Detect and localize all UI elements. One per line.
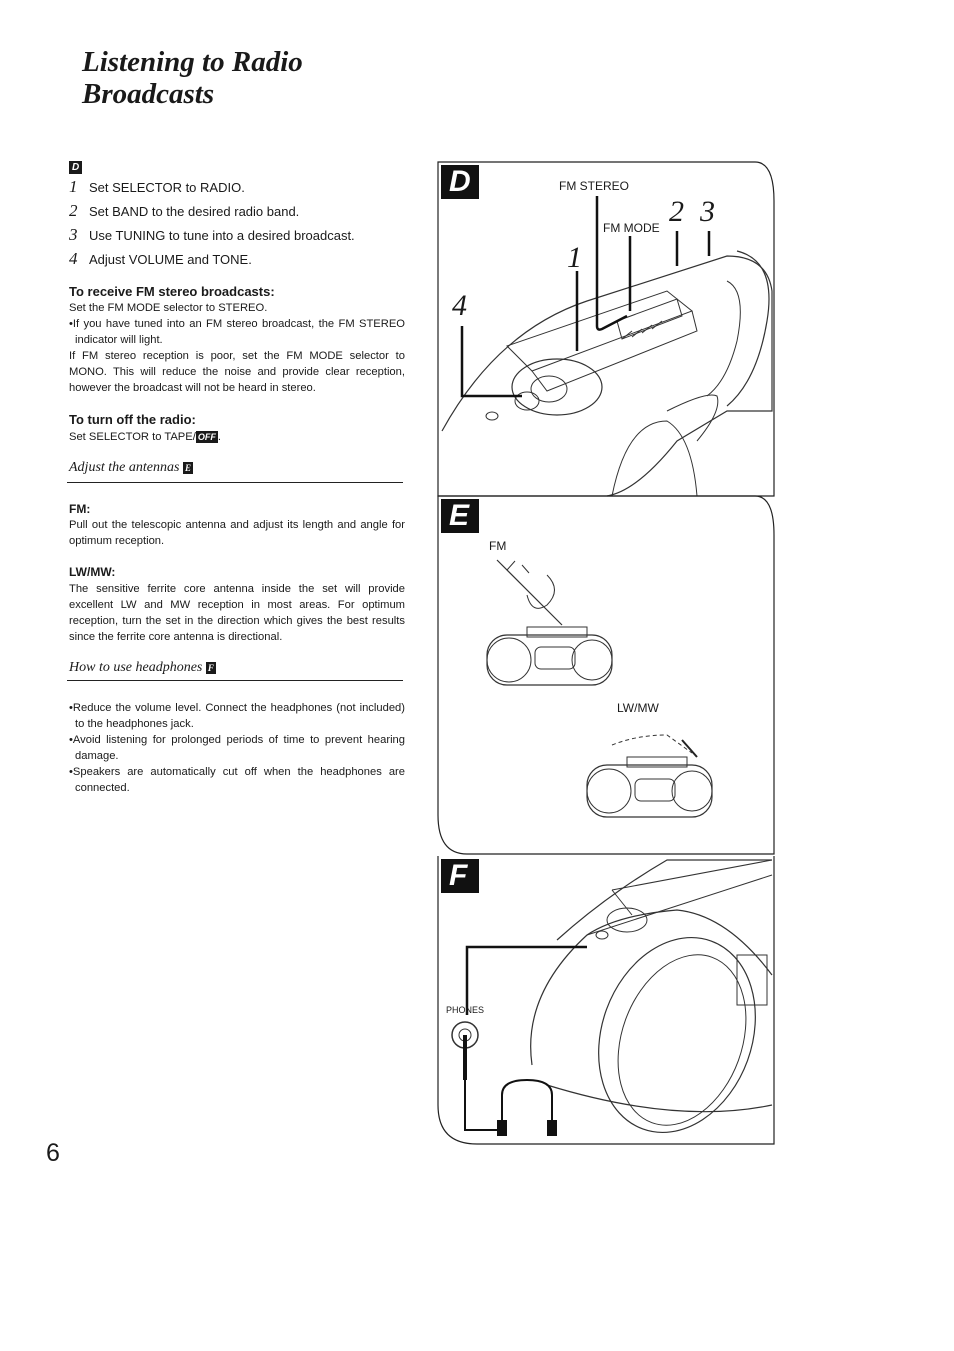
- step-3: [69, 225, 355, 245]
- off-badge: OFF: [197, 432, 216, 442]
- step-1: [69, 177, 245, 197]
- step-number: 4: [69, 249, 78, 268]
- figure-f-badge: F: [449, 859, 468, 892]
- title-line-2: Broadcasts: [82, 78, 215, 110]
- callout-3: 3: [700, 195, 715, 228]
- lwmw-text: The sensitive ferrite core antenna inside the set will provide excellent LW and MW reception in most areas. For optimum reception, turn the set in the direction which gives the best results since the ferrite core antenna is directional.: [69, 583, 405, 643]
- antennas-rule: [67, 482, 403, 483]
- figure-e: [437, 495, 775, 855]
- section-badge: D: [69, 157, 82, 175]
- figure-d-badge: D: [449, 165, 471, 198]
- antennas-badge: E: [184, 463, 191, 473]
- fm-mode-label: FM MODE: [603, 221, 660, 235]
- figure-f-badge-box: [441, 859, 479, 893]
- figure-d: [437, 161, 775, 497]
- title-line-1: Listening to Radio: [82, 46, 303, 78]
- headphones-bullet: •Avoid listening for prolonged periods of time to prevent hearing damage.: [69, 734, 405, 762]
- fm-stereo-p2: •If you have tuned into an FM stereo broadcast, the FM STEREO indicator will light.: [69, 318, 405, 346]
- figure-d-drawing: [437, 161, 775, 497]
- headphones-rule: [67, 680, 403, 681]
- figure-e-badge-box: [441, 499, 479, 533]
- figure-f-drawing: [437, 855, 775, 1145]
- figure-f: [437, 855, 775, 1145]
- headphones-heading: How to use headphones F: [69, 660, 214, 675]
- fm-stereo-p3: If FM stereo reception is poor, set the FM MODE selector to MONO. This will reduce the noise and provide clear reception, however the broadcast will not be heard in stereo.: [69, 350, 405, 394]
- fm-stereo-p1: Set the FM MODE selector to STEREO.: [69, 302, 268, 314]
- step-number: 1: [69, 177, 78, 196]
- fm-antenna-label: FM: [489, 539, 507, 553]
- turn-off-body: Set SELECTOR to TAPE/ OFF .: [69, 431, 221, 443]
- step-text: Set BAND to the desired radio band.: [89, 204, 300, 219]
- turn-off-heading: To turn off the radio:: [69, 412, 196, 427]
- headphones-bullet: •Speakers are automatically cut off when the headphones are connected.: [69, 766, 405, 794]
- figure-e-badge: E: [449, 499, 470, 532]
- fm-label: FM:: [69, 502, 91, 516]
- figure-e-drawing: [437, 495, 775, 855]
- callout-2: 2: [669, 195, 684, 228]
- fm-stereo-heading: To receive FM stereo broadcasts:: [69, 284, 275, 299]
- fm-text: Pull out the telescopic antenna and adjust its length and angle for optimum reception.: [69, 519, 405, 547]
- callout-4: 4: [452, 289, 467, 322]
- headphones-bullets: [69, 700, 405, 796]
- lwmw-antenna-label: LW/MW: [617, 701, 659, 715]
- figure-d-badge-box: [441, 165, 479, 199]
- lwmw-label: LW/MW:: [69, 565, 116, 579]
- page-number: 6: [46, 1139, 60, 1167]
- headphones-bullet: •Reduce the volume level. Connect the headphones (not included) to the headphones jack.: [69, 702, 405, 730]
- step-text: Set SELECTOR to RADIO.: [89, 180, 245, 195]
- step-number: 3: [69, 225, 78, 244]
- step-text: Use TUNING to tune into a desired broadcast.: [89, 228, 355, 243]
- fm-stereo-body: [69, 300, 405, 396]
- antennas-heading: Adjust the antennas E: [69, 460, 191, 475]
- step-2: [69, 201, 299, 221]
- phones-label: PHONES: [446, 1005, 485, 1015]
- step-number: 2: [69, 201, 78, 220]
- step-4: [69, 249, 252, 269]
- headphones-badge: F: [207, 663, 214, 673]
- callout-1: 1: [567, 241, 582, 274]
- fm-stereo-label: FM STEREO: [559, 179, 630, 193]
- step-text: Adjust VOLUME and TONE.: [89, 252, 252, 267]
- turn-off-text: Set SELECTOR to TAPE/: [69, 431, 196, 443]
- page-title: [82, 46, 382, 110]
